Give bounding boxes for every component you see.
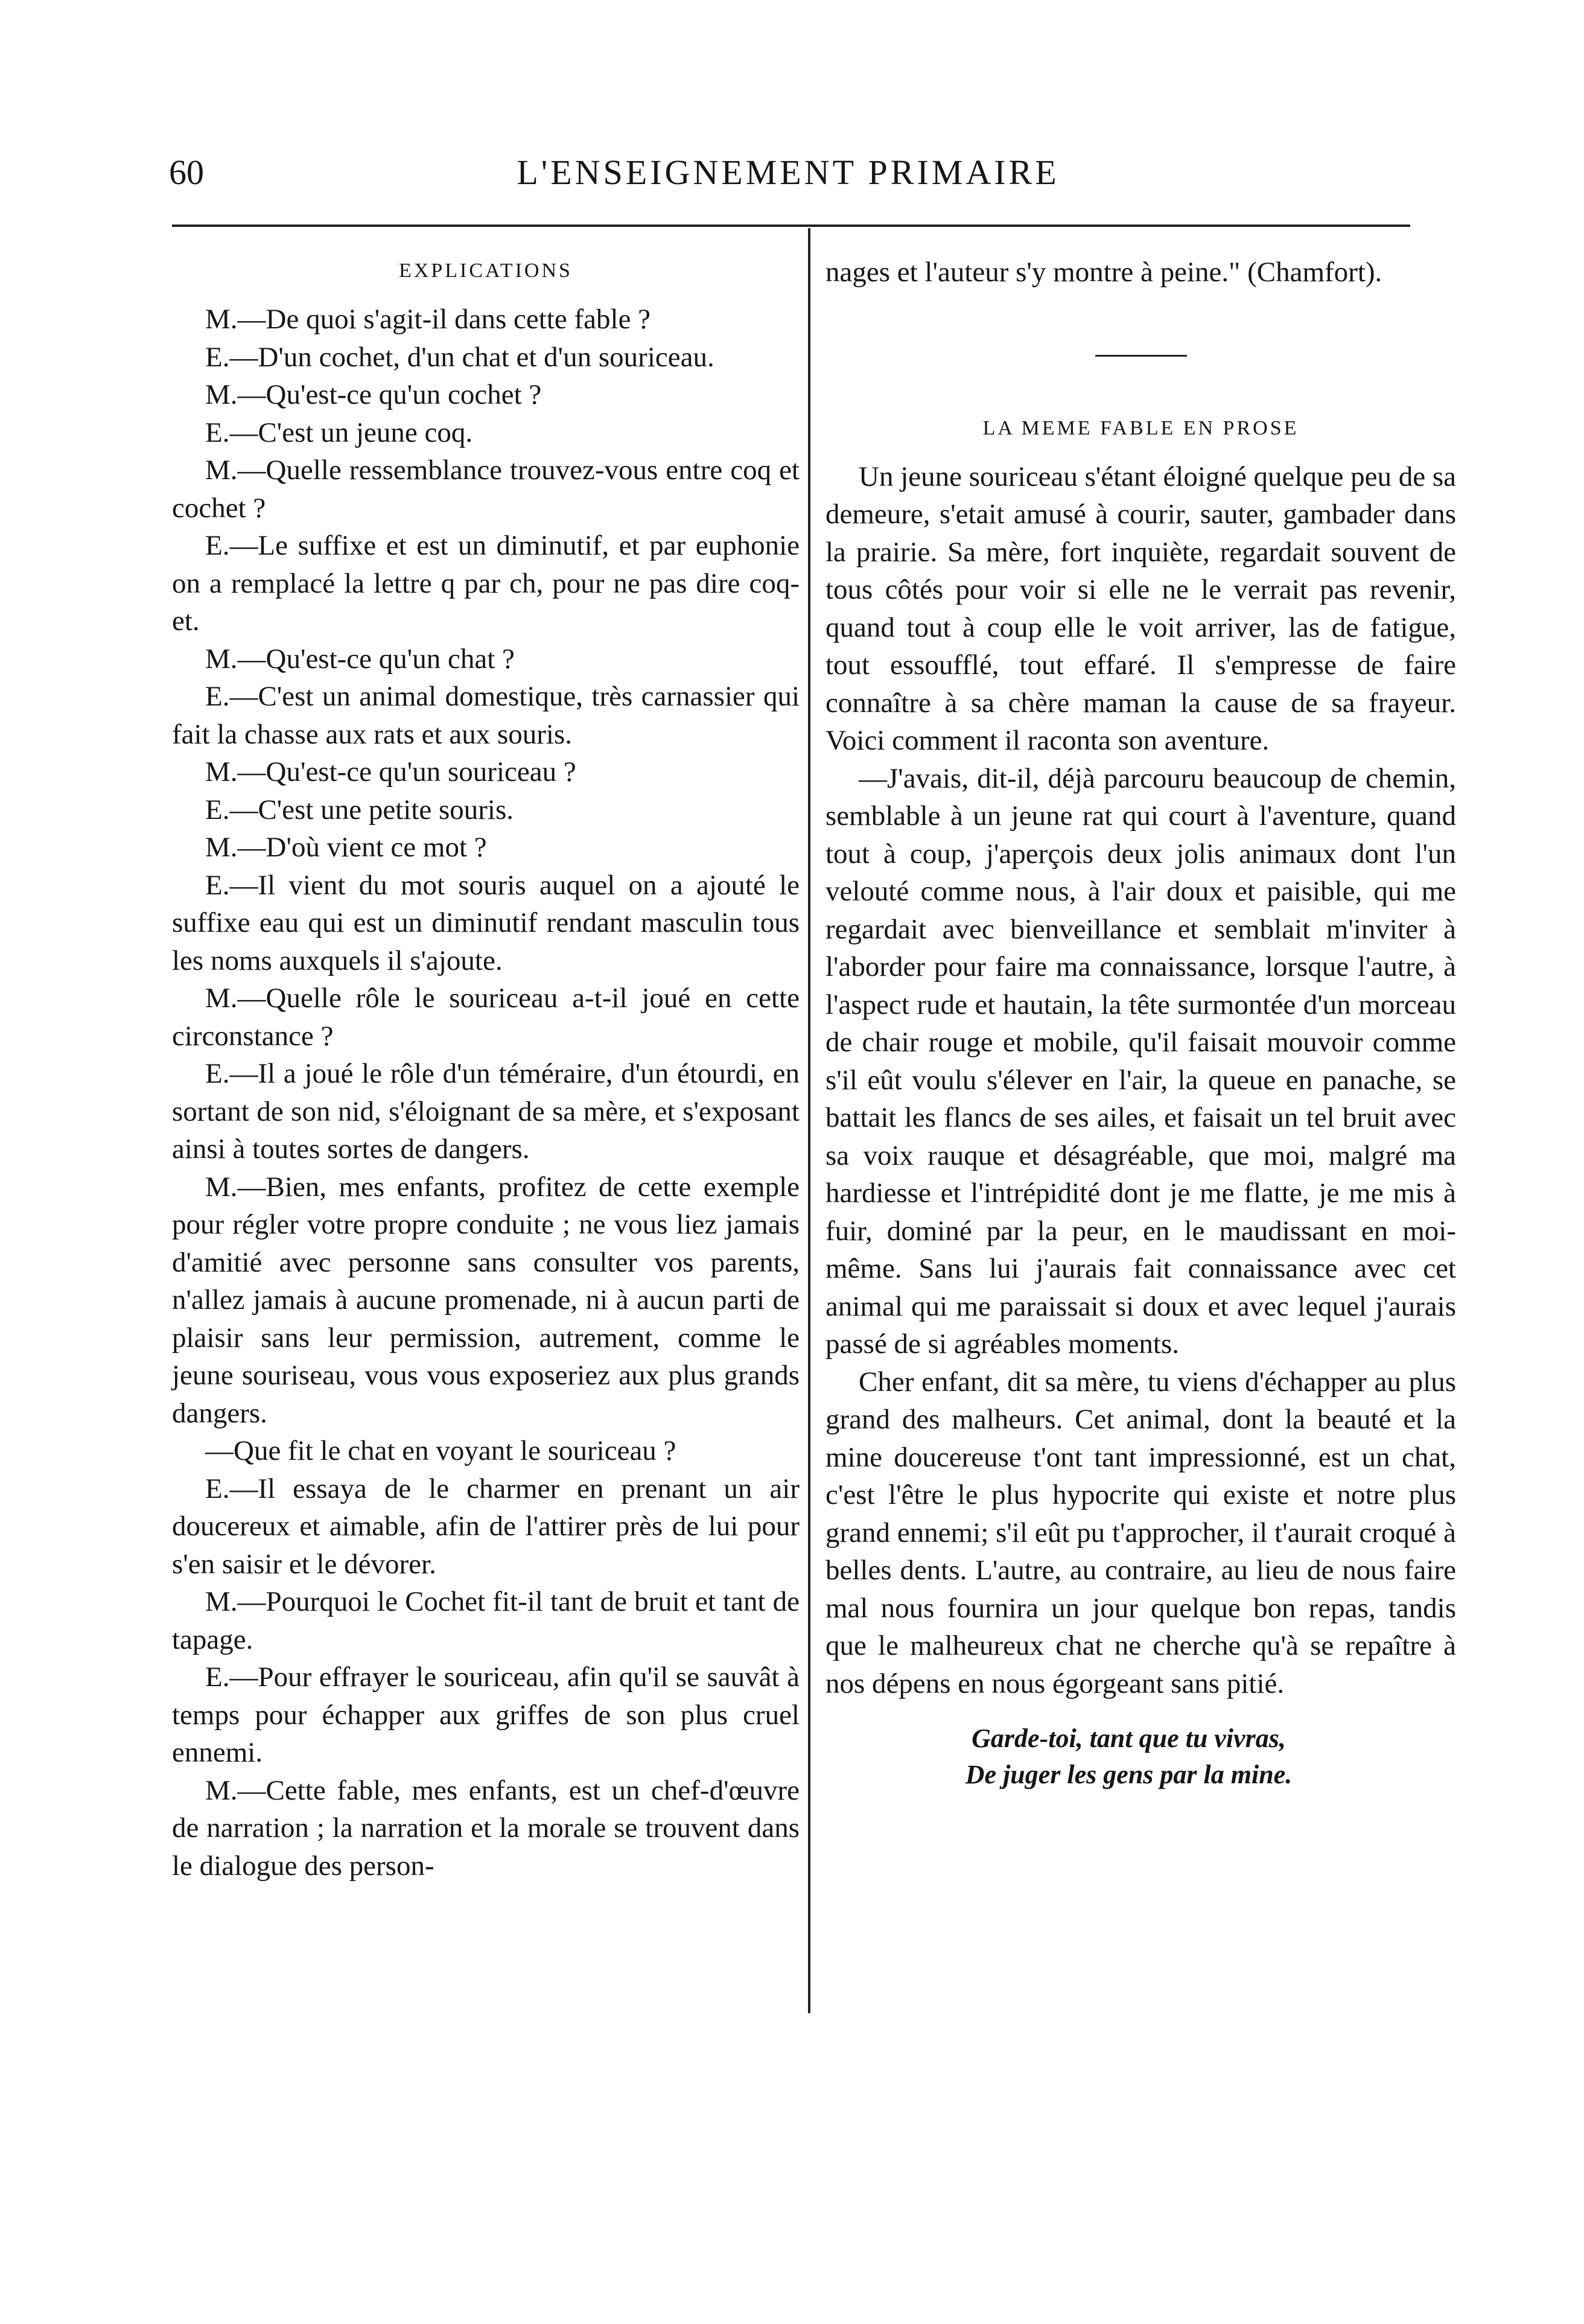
left-column	[172, 253, 800, 1885]
dialogue-paragraph: E.—Il essaya de le charmer en prenant un air doucereux et aimable, afin de l'attirer près de lui pour s'en saisir et le dévorer.	[172, 1472, 800, 1580]
running-title: L'ENSEIGNEMENT PRIMAIRE	[517, 153, 1060, 192]
dialogue-paragraph: M.—Pourquoi le Cochet fit-il tant de bruit et tant de tapage.	[172, 1586, 800, 1655]
dialogue-paragraph: E.—C'est un jeune coq.	[205, 416, 473, 448]
explications-heading: EXPLICATIONS	[399, 259, 573, 282]
moral-verse	[825, 1721, 1456, 1793]
prose-paragraph: —J'avais, dit-il, déjà parcouru beaucoup de chemin, semblable à un jeune rat qui court à l'aventure, quand tout à coup, j'aperçois deux jolis animaux dont l'un velouté comme nous, à l'air doux et paisible, qui me regardait avec bienveillance et semblait m'inviter à l'aborder pour faire ma connaissance, lorsque l'autre, à l'aspect rude et hautain, la tête surmontée d'un morceau de chair rouge et mobile, qu'il faisait mouvoir comme s'il eût voulu s'élever en l'air, la queue en panache, se battait les flancs de ses ailes, et faisait un tel bruit avec sa voix rauque et désagréable, que moi, malgré ma hardiesse et l'intrépidité dont je me flatte, je me mis à fuir, dominé par la peur, en le maudissant en moi-même. Sans lui j'aurais fait connaissance avec cet animal qui me paraissait si doux et avec lequel j'aurais passé de si agréables moments.	[825, 762, 1456, 1360]
header-rule	[172, 224, 1410, 227]
moral-line: De juger les gens par la mine.	[965, 1760, 1293, 1789]
prose-paragraph: Cher enfant, dit sa mère, tu viens d'échapper au plus grand des malheurs. Cet animal, dont la beauté et la mine doucereuse t'ont tant impressionné, est un chat, c'est l'être le plus hypocrite qui existe et notre plus grand ennemi; s'il eût pu t'approcher, il t'aurait croqué à belles dents. L'autre, au contraire, au lieu de nous faire mal nous fournira un jour quelque bon repas, tandis que le malheureux chat ne cherche qu'à se repaître à nos dépens en nous égorgeant sans pitié.	[825, 1366, 1456, 1699]
continuation-paragraph: nages et l'auteur s'y montre à peine." (Chamfort).	[825, 256, 1382, 288]
prose-fable-heading: LA MEME FABLE EN PROSE	[982, 416, 1299, 439]
page-header	[169, 152, 1407, 206]
dialogue-paragraph: M.—Quelle ressemblance trouvez-vous entre coq et cochet ?	[172, 454, 800, 524]
dialogue-paragraph: M.—De quoi s'agit-il dans cette fable ?	[205, 304, 651, 335]
dialogue-paragraph: M.—Cette fable, mes enfants, est un chef-d'œuvre de narration ; la narration et la morale se trouvent dans le dialogue des person-	[172, 1774, 800, 1882]
dialogue-paragraph: M.—Qu'est-ce qu'un chat ?	[205, 643, 515, 675]
dialogue-paragraph: M.—D'où vient ce mot ?	[205, 832, 487, 863]
dialogue-paragraph: M.—Bien, mes enfants, profitez de cette exemple pour régler votre propre conduite ; ne vous liez jamais d'amitié avec personne sans consulter vos parents, n'allez jamais à aucune promenade, ni à aucun parti de plaisir sans leur permission, autrement, comme le jeune souriseau, vous vous exposeriez aux plus grands dangers.	[172, 1171, 800, 1429]
dialogue-paragraph: E.—Pour effrayer le souriceau, afin qu'il se sauvât à temps pour échapper aux griffes de son plus cruel ennemi.	[172, 1661, 800, 1768]
moral-line: Garde-toi, tant que tu vivras,	[972, 1724, 1286, 1753]
page-number: 60	[169, 153, 204, 192]
dialogue-paragraph: E.—Le suffixe et est un diminutif, et par euphonie on a remplacé la lettre q par ch, pour ne pas dire coq-et.	[172, 530, 800, 637]
section-divider	[1095, 355, 1187, 357]
dialogue-paragraph: —Que fit le chat en voyant le souriceau ?	[205, 1435, 676, 1466]
dialogue-paragraph: E.—Il vient du mot souris auquel on a ajouté le suffixe eau qui est un diminutif rendant masculin tous les noms auxquels il s'ajoute.	[172, 869, 800, 976]
dialogue-paragraph: M.—Quelle rôle le souriceau a-t-il joué en cette circonstance ?	[172, 982, 800, 1052]
dialogue-paragraph: E.—Il a joué le rôle d'un téméraire, d'un étourdi, en sortant de son nid, s'éloignant de sa mère, et s'exposant ainsi à toutes sortes de dangers.	[172, 1058, 800, 1165]
dialogue-paragraph: E.—C'est une petite souris.	[205, 794, 514, 826]
right-column	[825, 253, 1456, 1793]
column-divider	[808, 228, 810, 2013]
dialogue-paragraph: M.—Qu'est-ce qu'un cochet ?	[205, 379, 542, 410]
dialogue-paragraph: E.—D'un cochet, d'un chat et d'un souriceau.	[205, 341, 714, 373]
prose-paragraph: Un jeune souriceau s'étant éloigné quelque peu de sa demeure, s'etait amusé à courir, sauter, gambader dans la prairie. Sa mère, fort inquiète, regardait souvent de tous côtés pour voir si elle ne le verrait pas revenir, quand tout à coup elle le voit arriver, las de fatigue, tout essoufflé, tout effaré. Il s'empresse de faire connaître à sa chère maman la cause de sa frayeur. Voici comment il raconta son aventure.	[825, 460, 1456, 756]
dialogue-paragraph: M.—Qu'est-ce qu'un souriceau ?	[205, 756, 576, 788]
dialogue-paragraph: E.—C'est un animal domestique, très carnassier qui fait la chasse aux rats et aux souris.	[172, 681, 800, 750]
